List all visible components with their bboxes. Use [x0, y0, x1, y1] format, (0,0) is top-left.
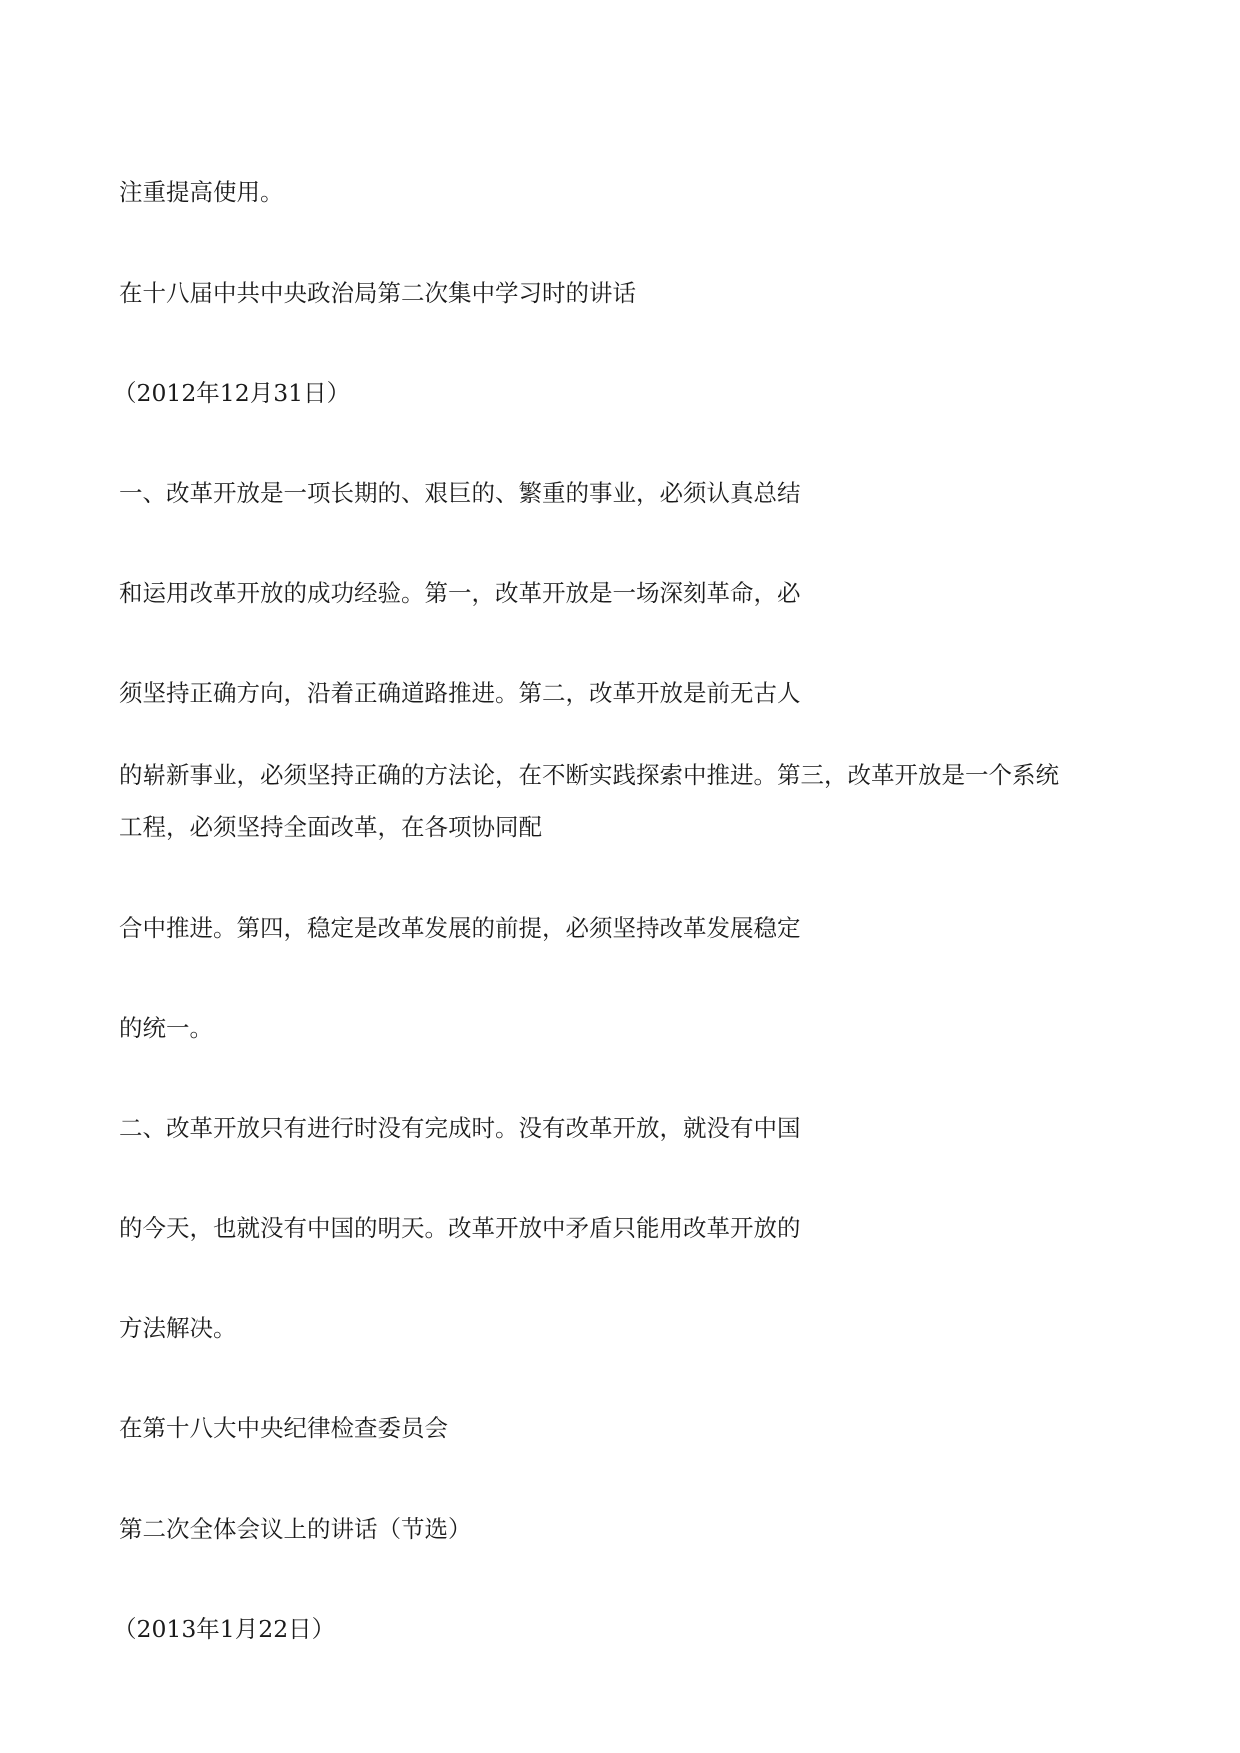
paragraph-line: 须坚持正确方向，沿着正确道路推进。第二，改革开放是前无古人	[119, 679, 801, 707]
paragraph-line: 合中推进。第四，稳定是改革发展的前提，必须坚持改革发展稳定	[119, 914, 801, 942]
speech-title-line: 在十八届中共中央政治局第二次集中学习时的讲话	[119, 279, 636, 307]
paragraph-line: 方法解决。	[119, 1314, 237, 1342]
speech-title-line: 第二次全体会议上的讲话（节选）	[119, 1515, 472, 1543]
paragraph-line: 注重提高使用。	[119, 178, 284, 206]
paragraph-line: 和运用改革开放的成功经验。第一，改革开放是一场深刻革命，必	[119, 579, 801, 607]
paragraph-line: 的统一。	[119, 1014, 213, 1042]
date-line: （2013年1月22日）	[113, 1615, 336, 1643]
paragraph-line: 二、改革开放只有进行时没有完成时。没有改革开放，就没有中国	[119, 1114, 801, 1142]
paragraph-line: 的崭新事业，必须坚持正确的方法论，在不断实践探索中推进。第三，改革开放是一个系统	[119, 761, 1059, 789]
speech-title-line: 在第十八大中央纪律检查委员会	[119, 1414, 448, 1442]
paragraph-line: 工程，必须坚持全面改革，在各项协同配	[119, 813, 542, 841]
paragraph-line: 一、改革开放是一项长期的、艰巨的、繁重的事业，必须认真总结	[119, 479, 801, 507]
date-line: （2012年12月31日）	[113, 379, 351, 407]
paragraph-line: 的今天，也就没有中国的明天。改革开放中矛盾只能用改革开放的	[119, 1214, 801, 1242]
